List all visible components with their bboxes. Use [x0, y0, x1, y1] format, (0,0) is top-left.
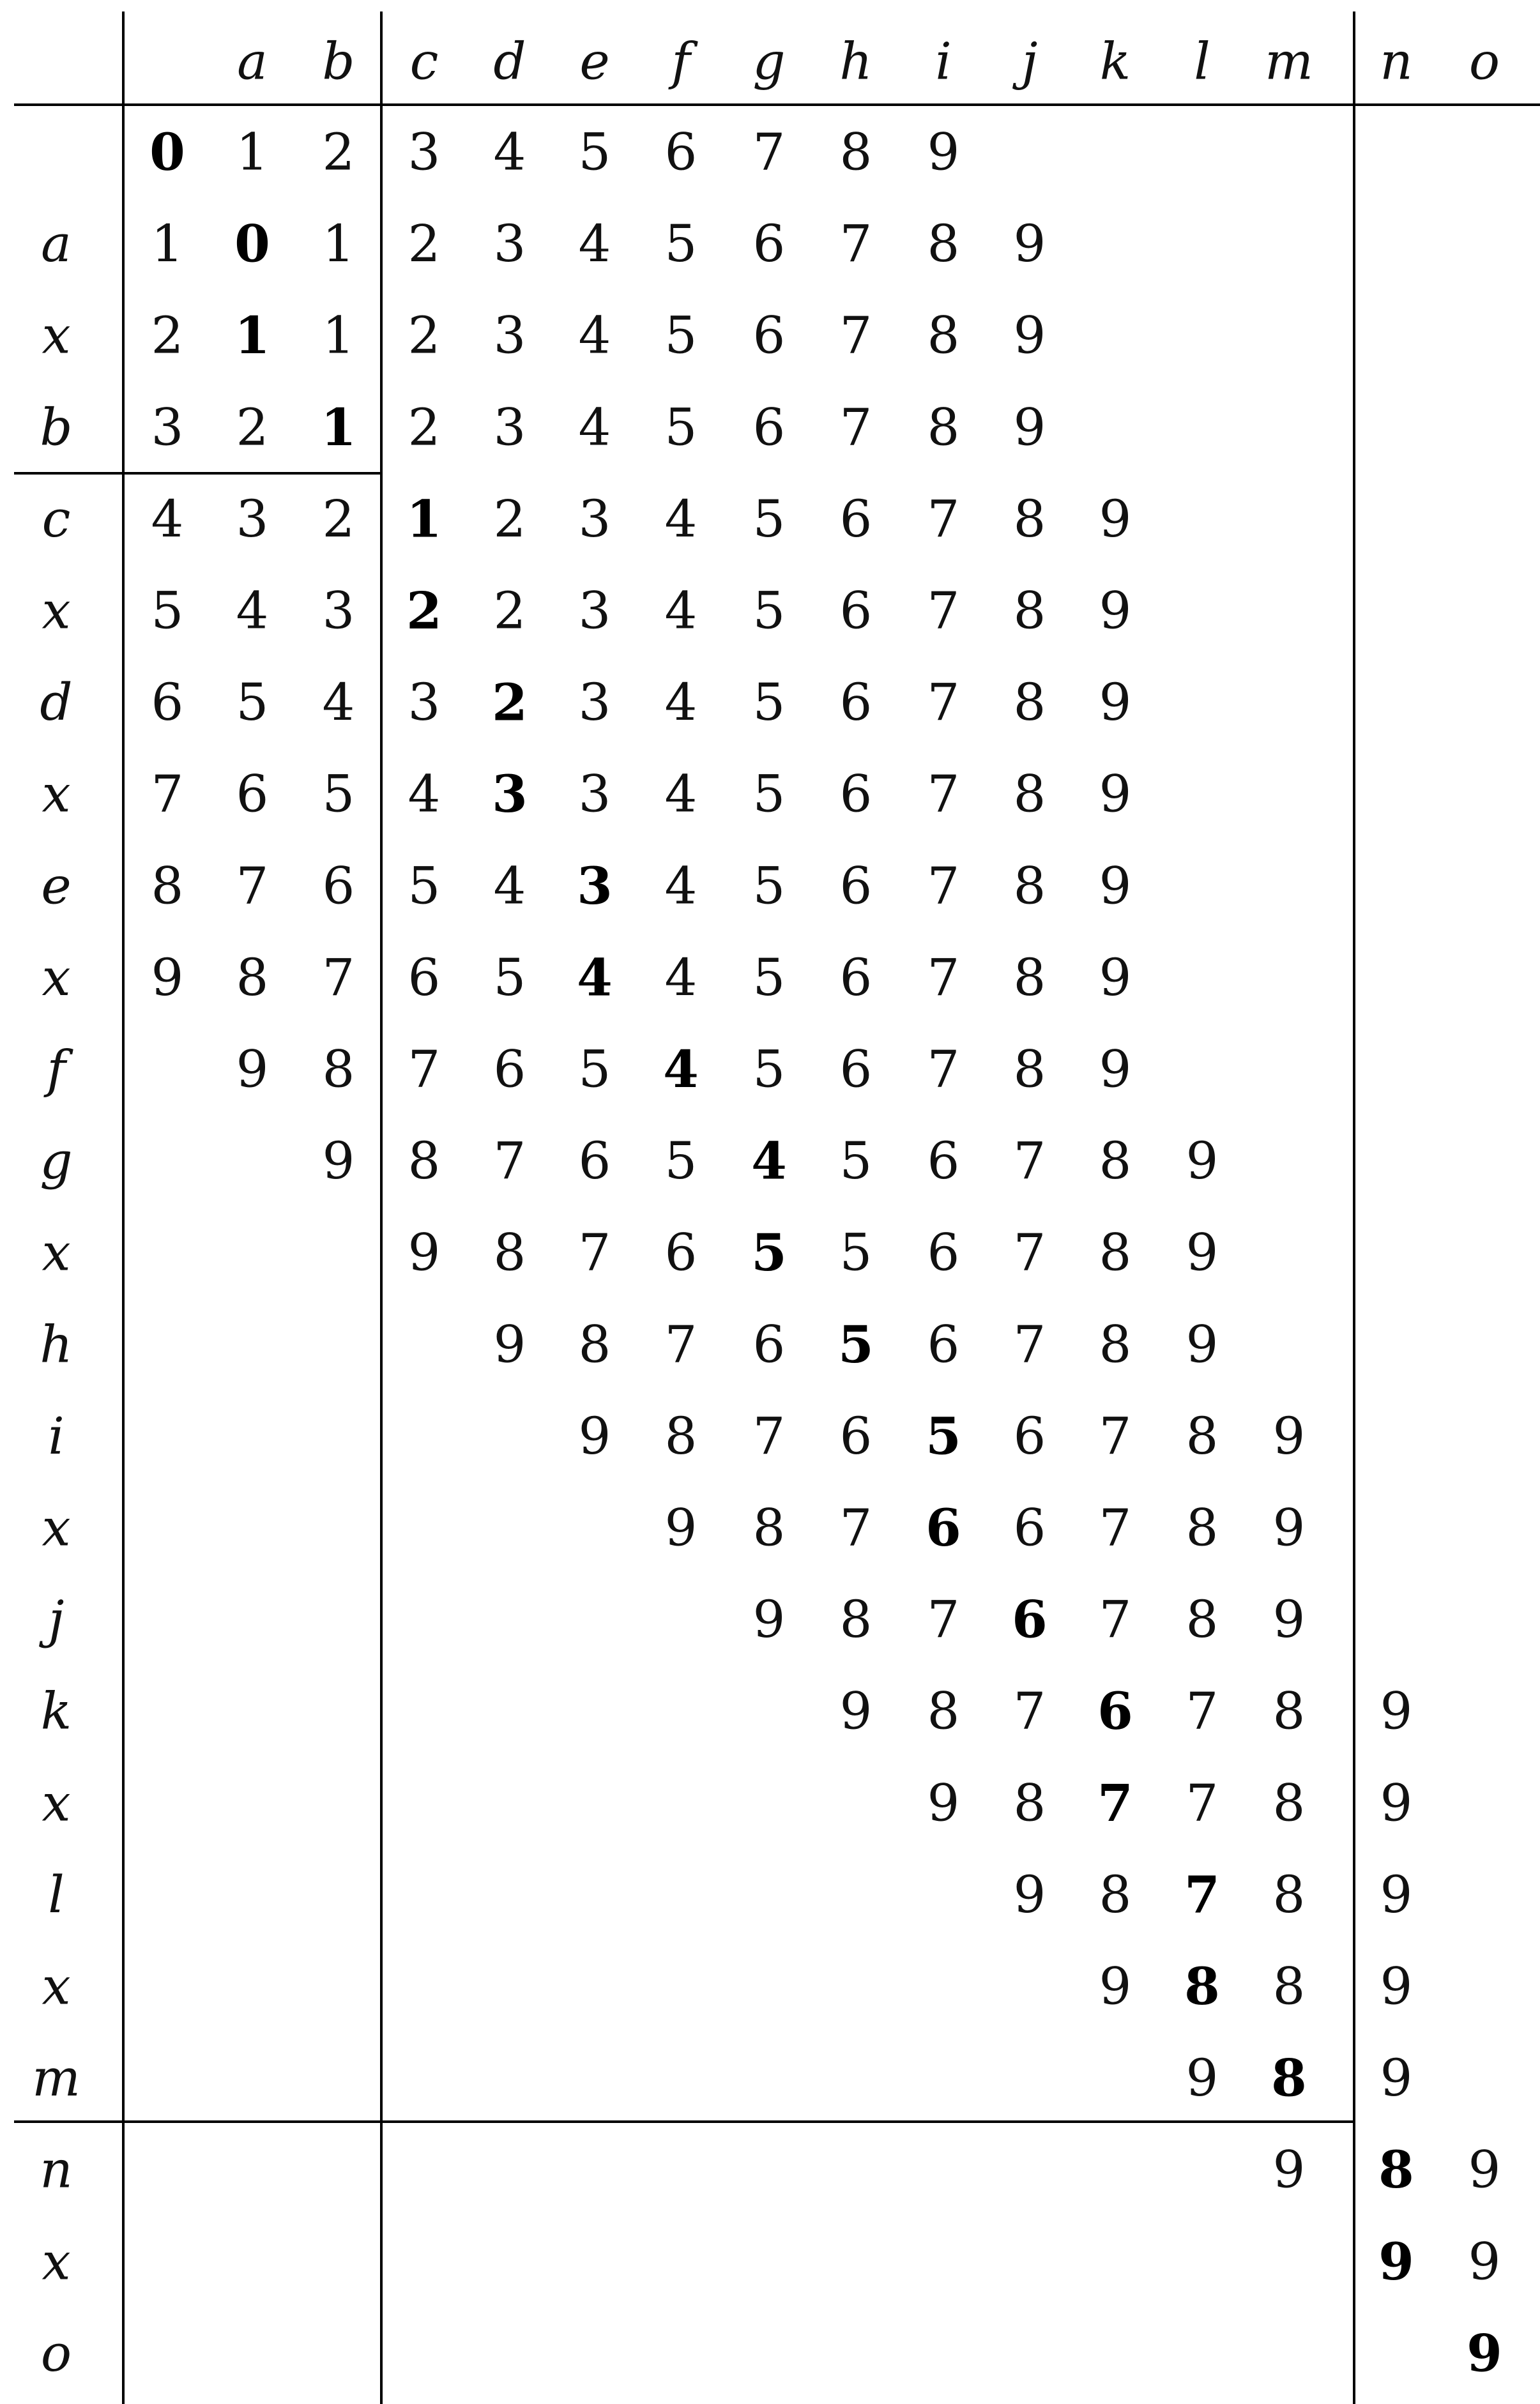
matrix-cell: 8 [1013, 1773, 1046, 1833]
matrix-cell: 3 [578, 581, 611, 641]
matrix-cell: 4 [151, 489, 184, 549]
matrix-cell: 6 [1013, 1406, 1046, 1466]
matrix-cell: 7 [1013, 1222, 1046, 1282]
matrix-cell: 5 [664, 305, 698, 365]
table-row [41, 1681, 1413, 1741]
matrix-cell: 9 [1013, 1864, 1046, 1924]
path-cell: 1 [406, 489, 442, 549]
matrix-cell: 8 [1013, 489, 1046, 549]
matrix-cell: 8 [1272, 1956, 1306, 2016]
matrix-cell: 9 [151, 947, 184, 1007]
matrix-cell: 7 [839, 1498, 873, 1558]
matrix-cell: 8 [1013, 581, 1046, 641]
matrix-cell: 8 [1013, 947, 1046, 1007]
matrix-cell: 9 [1185, 1131, 1219, 1191]
matrix-cell: 8 [578, 1314, 611, 1374]
row-label: x [42, 1498, 71, 1558]
column-label-c: c [409, 31, 439, 91]
path-cell: 4 [577, 947, 613, 1008]
matrix-cell: 9 [1185, 1222, 1219, 1282]
path-cell: 5 [751, 1222, 787, 1283]
column-label-g: g [752, 31, 786, 91]
matrix-cell: 4 [578, 397, 611, 457]
table-row [41, 856, 1131, 916]
matrix-cell: 5 [664, 1131, 698, 1191]
matrix-cell: 9 [1468, 2232, 1501, 2292]
matrix-cell: 4 [664, 764, 698, 824]
column-label-j: j [1021, 31, 1038, 91]
table-row [41, 2323, 1502, 2383]
matrix-cell: 7 [839, 214, 873, 274]
column-label-b: b [322, 31, 355, 91]
matrix-cell: 5 [578, 122, 611, 182]
matrix-cell: 8 [927, 1681, 960, 1741]
matrix-cell: 4 [408, 764, 441, 824]
matrix-cell: 7 [752, 1406, 786, 1466]
matrix-cell: 9 [1099, 1039, 1132, 1099]
matrix-cell: 8 [1185, 1498, 1219, 1558]
matrix-cell: 9 [664, 1498, 698, 1558]
row-label: x [42, 764, 71, 824]
matrix-cell: 2 [493, 581, 526, 641]
matrix-cell: 9 [1099, 856, 1132, 916]
matrix-cell: 8 [927, 397, 960, 457]
matrix-cell: 4 [493, 856, 526, 916]
table-row [42, 1498, 1305, 1558]
matrix-cell: 1 [236, 122, 269, 182]
row-label: i [48, 1406, 65, 1466]
table-row [43, 1039, 1131, 1099]
matrix-body [32, 122, 1502, 2383]
matrix-cell: 7 [927, 1590, 960, 1650]
matrix-cell: 7 [151, 764, 184, 824]
matrix-cell: 9 [1099, 1956, 1132, 2016]
matrix-cell: 8 [1272, 1681, 1306, 1741]
path-cell: 2 [492, 672, 528, 733]
matrix-cell: 6 [408, 947, 441, 1007]
matrix-cell: 4 [664, 856, 698, 916]
table-row [42, 764, 1131, 824]
matrix-cell: 7 [236, 856, 269, 916]
matrix-cell: 8 [839, 122, 873, 182]
matrix-cell: 9 [578, 1406, 611, 1466]
row-label: f [47, 1039, 66, 1099]
matrix-cell: 6 [839, 489, 873, 549]
row-label: n [40, 2140, 73, 2200]
matrix-cell: 7 [664, 1314, 698, 1374]
matrix-cell: 8 [322, 1039, 355, 1099]
matrix-cell: 8 [1099, 1314, 1132, 1374]
matrix-cell: 1 [322, 214, 355, 274]
matrix-cell: 5 [408, 856, 441, 916]
matrix-cell: 6 [839, 1406, 873, 1466]
matrix-cell: 8 [493, 1222, 526, 1282]
matrix-cell: 7 [1185, 1773, 1219, 1833]
matrix-cell: 6 [752, 397, 786, 457]
matrix-cell: 3 [578, 489, 611, 549]
path-cell: 0 [234, 213, 270, 274]
matrix-cell: 6 [493, 1039, 526, 1099]
table-row [42, 2232, 1500, 2292]
column-label-a: a [237, 31, 268, 91]
path-cell: 6 [1097, 1681, 1133, 1742]
matrix-cell: 9 [1380, 1681, 1413, 1741]
column-label-f: f [671, 31, 690, 91]
matrix-cell: 6 [578, 1131, 611, 1191]
matrix-cell: 8 [1272, 1773, 1306, 1833]
matrix-cell: 9 [1380, 1773, 1413, 1833]
matrix-cell: 6 [839, 856, 873, 916]
matrix-cell: 5 [752, 1039, 786, 1099]
matrix-cell: 5 [664, 214, 698, 274]
matrix-cell: 2 [322, 489, 355, 549]
matrix-cell: 2 [408, 214, 441, 274]
matrix-cell: 6 [927, 1131, 960, 1191]
matrix-cell: 9 [927, 1773, 960, 1833]
matrix-cell: 7 [927, 764, 960, 824]
matrix-cell: 9 [1099, 947, 1132, 1007]
matrix-cell: 7 [1013, 1314, 1046, 1374]
matrix-cell: 5 [839, 1131, 873, 1191]
matrix-cell: 6 [752, 214, 786, 274]
matrix-cell: 4 [493, 122, 526, 182]
matrix-cell: 4 [664, 581, 698, 641]
matrix-cell: 3 [578, 673, 611, 733]
matrix-cell: 4 [322, 673, 355, 733]
matrix-cell: 7 [493, 1131, 526, 1191]
matrix-cell: 8 [927, 214, 960, 274]
path-cell: 9 [1467, 2323, 1502, 2384]
matrix-cell: 7 [1185, 1681, 1219, 1741]
matrix-cell: 8 [1099, 1222, 1132, 1282]
table-row [42, 1956, 1412, 2016]
matrix-cell: 9 [1099, 673, 1132, 733]
matrix-cell: 6 [664, 1222, 698, 1282]
matrix-cell: 8 [1013, 1039, 1046, 1099]
matrix-cell: 3 [236, 489, 269, 549]
matrix-cell: 9 [1272, 2140, 1306, 2200]
column-label-n: n [1380, 31, 1413, 91]
matrix-cell: 1 [322, 305, 355, 365]
table-row [42, 1222, 1218, 1282]
column-label-i: i [935, 31, 952, 91]
path-cell: 2 [406, 581, 442, 641]
row-label: x [42, 581, 71, 641]
row-label: c [42, 489, 71, 549]
path-cell: 8 [1378, 2140, 1414, 2200]
matrix-cell: 5 [493, 947, 526, 1007]
matrix-cell: 6 [839, 947, 873, 1007]
matrix-cell: 5 [151, 581, 184, 641]
matrix-cell: 9 [1380, 1956, 1413, 2016]
matrix-cell: 7 [927, 947, 960, 1007]
table-rules [14, 11, 1540, 2404]
matrix-cell: 7 [927, 489, 960, 549]
row-label: o [40, 2323, 72, 2383]
row-label: j [48, 1590, 65, 1650]
matrix-cell: 9 [1099, 489, 1132, 549]
matrix-cell: 3 [493, 397, 526, 457]
row-label: a [41, 214, 72, 274]
matrix-cell: 9 [1185, 2048, 1219, 2108]
table-row [42, 489, 1132, 549]
matrix-cell: 7 [927, 581, 960, 641]
matrix-cell: 9 [1380, 1864, 1413, 1924]
column-label-h: h [839, 31, 873, 91]
matrix-cell: 8 [1013, 673, 1046, 733]
matrix-cell: 3 [151, 397, 184, 457]
matrix-cell: 8 [752, 1498, 786, 1558]
matrix-cell: 9 [1272, 1406, 1306, 1466]
matrix-cell: 7 [839, 305, 873, 365]
matrix-cell: 2 [408, 305, 441, 365]
row-label: d [40, 673, 73, 733]
matrix-cell: 9 [322, 1131, 355, 1191]
path-cell: 8 [1271, 2048, 1307, 2108]
matrix-cell: 8 [1099, 1864, 1132, 1924]
matrix-cell: 9 [1185, 1314, 1219, 1374]
matrix-cell: 3 [578, 764, 611, 824]
matrix-cell: 6 [839, 581, 873, 641]
matrix-cell: 5 [752, 489, 786, 549]
matrix-cell: 8 [151, 856, 184, 916]
matrix-cell: 2 [493, 489, 526, 549]
matrix-cell: 5 [752, 673, 786, 733]
table-row [48, 1864, 1412, 1924]
matrix-cell: 3 [322, 581, 355, 641]
matrix-cell: 7 [1099, 1590, 1132, 1650]
matrix-cell: 9 [1272, 1590, 1306, 1650]
path-cell: 1 [321, 397, 356, 457]
row-label: x [42, 1773, 71, 1833]
matrix-cell: 6 [236, 764, 269, 824]
column-label-o: o [1468, 31, 1500, 91]
matrix-cell: 4 [578, 305, 611, 365]
path-cell: 0 [149, 122, 185, 182]
matrix-cell: 7 [752, 122, 786, 182]
matrix-cell: 9 [752, 1590, 786, 1650]
row-label: h [40, 1314, 73, 1374]
matrix-cell: 2 [322, 122, 355, 182]
row-label: l [48, 1864, 65, 1924]
matrix-cell: 9 [1013, 305, 1046, 365]
matrix-cell: 1 [151, 214, 184, 274]
path-cell: 3 [577, 855, 613, 916]
matrix-cell: 8 [927, 305, 960, 365]
table-row [39, 1590, 1306, 1650]
matrix-cell: 7 [839, 397, 873, 457]
matrix-cell: 8 [1185, 1590, 1219, 1650]
row-label: x [42, 1222, 71, 1282]
path-cell: 4 [751, 1130, 787, 1191]
matrix-cell: 6 [839, 764, 873, 824]
matrix-cell: 4 [664, 947, 698, 1007]
column-header [237, 32, 1500, 91]
matrix-cell: 6 [151, 673, 184, 733]
matrix-cell: 7 [408, 1039, 441, 1099]
matrix-cell: 8 [1099, 1131, 1132, 1191]
row-label: g [40, 1131, 73, 1191]
path-cell: 7 [1184, 1864, 1220, 1925]
matrix-cell: 4 [578, 214, 611, 274]
matrix-cell: 3 [408, 122, 441, 182]
matrix-cell: 5 [322, 764, 355, 824]
matrix-cell: 6 [664, 122, 698, 182]
matrix-cell: 7 [322, 947, 355, 1007]
matrix-cell: 7 [1099, 1406, 1132, 1466]
column-label-l: l [1194, 31, 1210, 91]
matrix-cell: 8 [839, 1590, 873, 1650]
path-cell: 3 [492, 764, 528, 825]
table-row [40, 1314, 1218, 1374]
matrix-cell: 9 [493, 1314, 526, 1374]
matrix-cell: 8 [1185, 1406, 1219, 1466]
table-row [40, 1131, 1218, 1191]
path-cell: 9 [1378, 2231, 1414, 2292]
matrix-cell: 6 [927, 1222, 960, 1282]
matrix-cell: 6 [927, 1314, 960, 1374]
matrix-cell: 6 [839, 1039, 873, 1099]
row-label: k [40, 1681, 72, 1741]
matrix-cell: 6 [322, 856, 355, 916]
matrix-cell: 9 [839, 1681, 873, 1741]
matrix-cell: 6 [752, 1314, 786, 1374]
matrix-cell: 3 [493, 214, 526, 274]
path-cell: 4 [663, 1039, 699, 1099]
matrix-cell: 9 [927, 122, 960, 182]
matrix-cell: 8 [236, 947, 269, 1007]
matrix-cell: 5 [578, 1039, 611, 1099]
row-label: e [41, 856, 72, 916]
matrix-cell: 9 [1013, 214, 1046, 274]
matrix-cell: 5 [752, 764, 786, 824]
path-cell: 1 [234, 305, 270, 366]
matrix-cell: 9 [1013, 397, 1046, 457]
row-label: m [32, 2048, 80, 2108]
row-label: b [40, 397, 73, 457]
table-row [40, 2140, 1500, 2200]
matrix-cell: 7 [1013, 1131, 1046, 1191]
table-row [42, 947, 1131, 1007]
row-label: x [42, 1956, 71, 2016]
matrix-cell: 4 [664, 673, 698, 733]
matrix-cell: 3 [408, 673, 441, 733]
matrix-cell: 6 [752, 305, 786, 365]
matrix-cell: 5 [752, 581, 786, 641]
path-cell: 6 [926, 1498, 961, 1558]
table-row [42, 1773, 1412, 1833]
table-row [149, 122, 959, 182]
path-cell: 8 [1184, 1956, 1220, 2016]
matrix-cell: 9 [408, 1222, 441, 1282]
matrix-cell: 9 [1099, 764, 1132, 824]
matrix-cell: 7 [927, 856, 960, 916]
table-row [48, 1406, 1305, 1466]
matrix-cell: 8 [1013, 856, 1046, 916]
matrix-cell: 5 [752, 947, 786, 1007]
row-label: x [42, 2232, 71, 2292]
path-cell: 7 [1097, 1772, 1133, 1833]
matrix-cell: 9 [1380, 2048, 1413, 2108]
matrix-cell: 8 [664, 1406, 698, 1466]
column-label-d: d [493, 31, 526, 91]
matrix-cell: 7 [927, 1039, 960, 1099]
matrix-cell: 5 [839, 1222, 873, 1282]
matrix-cell: 9 [1272, 1498, 1306, 1558]
matrix-cell: 5 [752, 856, 786, 916]
matrix-cell: 9 [1468, 2140, 1501, 2200]
matrix-cell: 7 [1013, 1681, 1046, 1741]
matrix-cell: 5 [236, 673, 269, 733]
matrix-cell: 8 [1013, 764, 1046, 824]
matrix-cell: 7 [1099, 1498, 1132, 1558]
matrix-cell: 8 [408, 1131, 441, 1191]
table-row [42, 305, 1046, 365]
matrix-cell: 6 [839, 673, 873, 733]
column-label-m: m [1265, 31, 1313, 91]
path-cell: 6 [1012, 1589, 1048, 1650]
matrix-cell: 9 [1099, 581, 1132, 641]
matrix-cell: 2 [236, 397, 269, 457]
matrix-cell: 9 [236, 1039, 269, 1099]
matrix-cell: 7 [578, 1222, 611, 1282]
matrix-cell: 6 [1013, 1498, 1046, 1558]
path-cell: 5 [926, 1406, 961, 1466]
column-label-e: e [579, 31, 610, 91]
row-label: x [42, 305, 71, 365]
table-row [40, 673, 1131, 733]
matrix-cell: 8 [1272, 1864, 1306, 1924]
row-label: x [42, 947, 71, 1007]
matrix-cell: 2 [408, 397, 441, 457]
table-row [41, 214, 1046, 274]
table-row [42, 581, 1131, 641]
path-cell: 5 [838, 1314, 874, 1374]
matrix-cell: 3 [493, 305, 526, 365]
matrix-cell: 4 [236, 581, 269, 641]
table-row [32, 2048, 1412, 2108]
column-label-k: k [1099, 31, 1131, 91]
matrix-cell: 7 [927, 673, 960, 733]
matrix-cell: 2 [151, 305, 184, 365]
table-row [40, 397, 1046, 457]
matrix-cell: 4 [664, 489, 698, 549]
matrix-cell: 5 [664, 397, 698, 457]
